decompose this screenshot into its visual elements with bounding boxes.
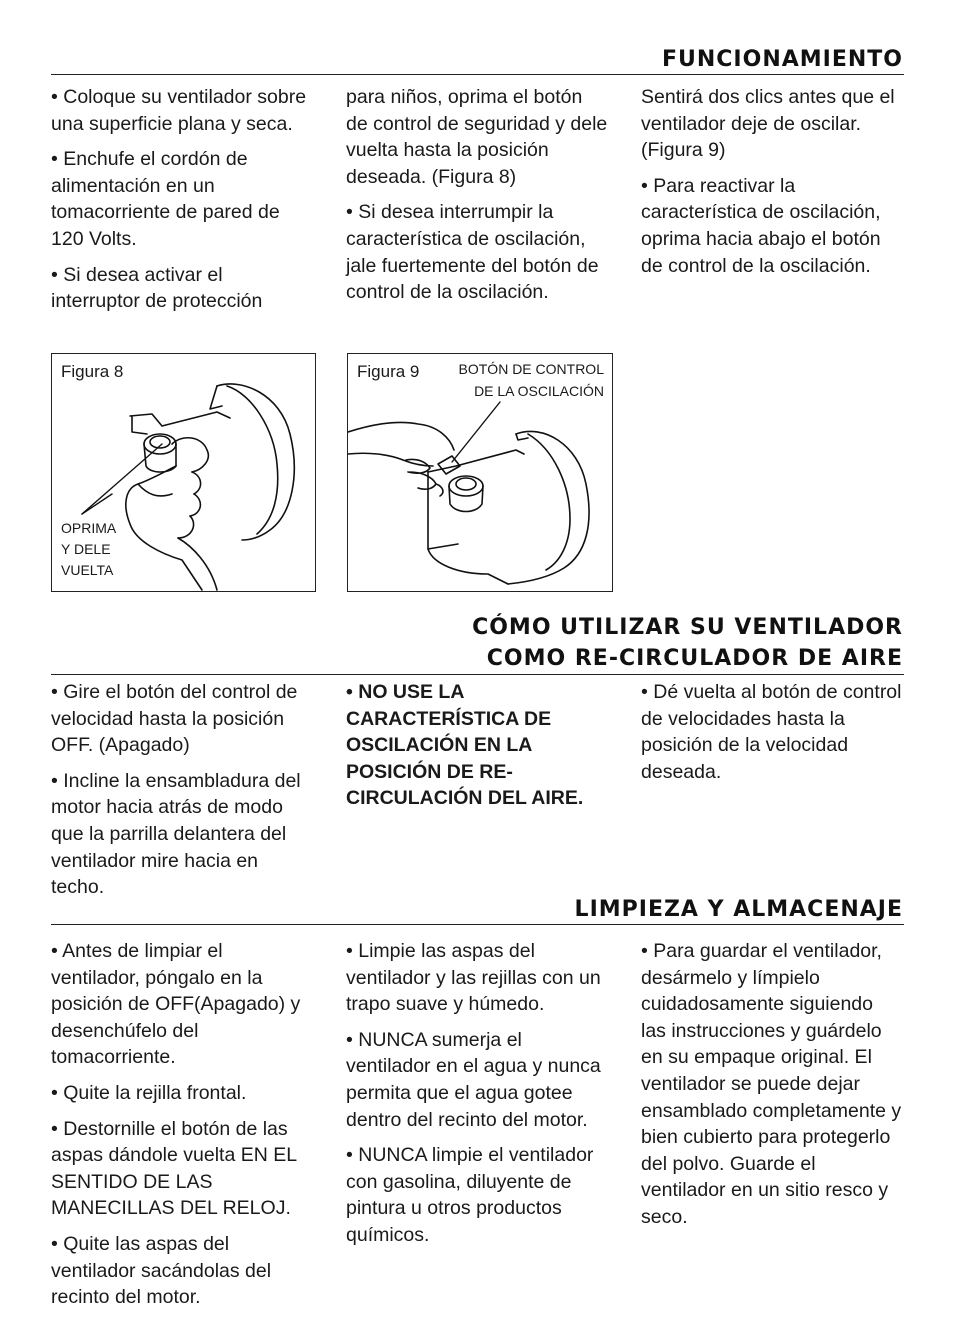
section-title-line: COMO RE-CIRCULADOR DE AIRE bbox=[486, 646, 903, 671]
paragraph: • Dé vuelta al botón de control de velocidades hasta la posición de la velocidad deseada. bbox=[641, 681, 902, 783]
figure-caption: Figura 9 bbox=[357, 362, 420, 381]
figure-9 bbox=[347, 353, 613, 592]
section-title-line: CÓMO UTILIZAR SU VENTILADOR bbox=[472, 615, 903, 640]
paragraph: • Para guardar el ventilador, desármelo y límpielo cuidadosamente siguiendo las instrucciones y guárdelo en su empaque original. El ventilador se puede dejar ensamblado completamente y bien cubierto para protegerlo del polvo. Guarde el ventilador en un sitio resco y seco. bbox=[641, 940, 902, 1228]
recirculador-column-3 bbox=[641, 679, 903, 794]
paragraph: • Incline la ensambladura del motor hacia atrás de modo que la parrilla delantera del ventilador mire hacia en techo. bbox=[51, 769, 301, 899]
funcionamiento-column-2 bbox=[346, 84, 608, 315]
paragraph: • Enchufe el cordón de alimentación en un tomacorriente de pared de 120 Volts. bbox=[51, 148, 280, 250]
paragraph: • Destornille el botón de las aspas dándole vuelta EN EL SENTIDO DE LAS MANECILLAS DEL RELOJ. bbox=[51, 1117, 297, 1220]
note-line: BOTÓN DE CONTROL bbox=[458, 361, 604, 377]
limpieza-column-3 bbox=[641, 938, 903, 1240]
note-line: VUELTA bbox=[61, 562, 114, 578]
section-title-recirculador bbox=[472, 612, 903, 674]
recirculador-column-2 bbox=[346, 679, 608, 821]
note-line: Y DELE bbox=[61, 541, 111, 557]
paragraph: • Si desea interrumpir la característica de oscilación, jale fuertemente del botón de control de la oscilación. bbox=[346, 201, 599, 304]
section-divider bbox=[51, 674, 904, 675]
figure-note bbox=[459, 358, 604, 402]
funcionamiento-column-3 bbox=[641, 84, 903, 288]
paragraph: • Antes de limpiar el ventilador, póngalo en la posición de OFF(Apagado) y desenchúfelo del tomacorriente. bbox=[51, 940, 301, 1069]
note-line: DE LA OSCILACIÓN bbox=[474, 383, 604, 399]
recirculador-column-1 bbox=[51, 679, 313, 910]
paragraph: Sentirá dos clics antes que el ventilador deje de oscilar. (Figura 9) bbox=[641, 86, 895, 162]
paragraph: para niños, oprima el botón de control de seguridad y dele vuelta hasta la posición deseada. (Figura 8) bbox=[346, 86, 608, 188]
section-title-limpieza: LIMPIEZA Y ALMACENAJE bbox=[574, 897, 903, 922]
limpieza-column-1 bbox=[51, 938, 313, 1320]
section-title-funcionamiento: FUNCIONAMIENTO bbox=[661, 47, 903, 72]
paragraph: • Quite las aspas del ventilador sacándolas del recinto del motor. bbox=[51, 1232, 272, 1309]
limpieza-column-2 bbox=[346, 938, 608, 1258]
paragraph: • Coloque su ventilador sobre una superficie plana y seca. bbox=[51, 86, 307, 135]
section-divider bbox=[51, 924, 904, 925]
warning-paragraph: • NO USE LA CARACTERÍSTICA DE OSCILACIÓN EN LA POSICIÓN DE RE-CIRCULACIÓN DEL AIRE. bbox=[346, 681, 584, 810]
paragraph: • Gire el botón del control de velocidad hasta la posición OFF. (Apagado) bbox=[51, 681, 298, 757]
section-divider bbox=[51, 74, 904, 75]
paragraph: • NUNCA limpie el ventilador con gasolina, diluyente de pintura u otros productos químicos. bbox=[346, 1144, 594, 1246]
paragraph: • Si desea activar el interruptor de protección bbox=[51, 263, 263, 313]
funcionamiento-column-1 bbox=[51, 84, 313, 324]
figure-8 bbox=[51, 353, 316, 592]
paragraph: • Para reactivar la característica de oscilación, oprima hacia abajo el botón de control de la oscilación. bbox=[641, 174, 881, 277]
paragraph: • Quite la rejilla frontal. bbox=[51, 1081, 247, 1104]
figure-note bbox=[61, 518, 116, 581]
figure-caption: Figura 8 bbox=[61, 362, 124, 381]
paragraph: • Limpie las aspas del ventilador y las rejillas con un trapo suave y húmedo. bbox=[346, 940, 601, 1016]
paragraph: • NUNCA sumerja el ventilador en el agua y nunca permita que el agua gotee dentro del recinto del motor. bbox=[346, 1028, 601, 1131]
note-line: OPRIMA bbox=[61, 520, 117, 536]
